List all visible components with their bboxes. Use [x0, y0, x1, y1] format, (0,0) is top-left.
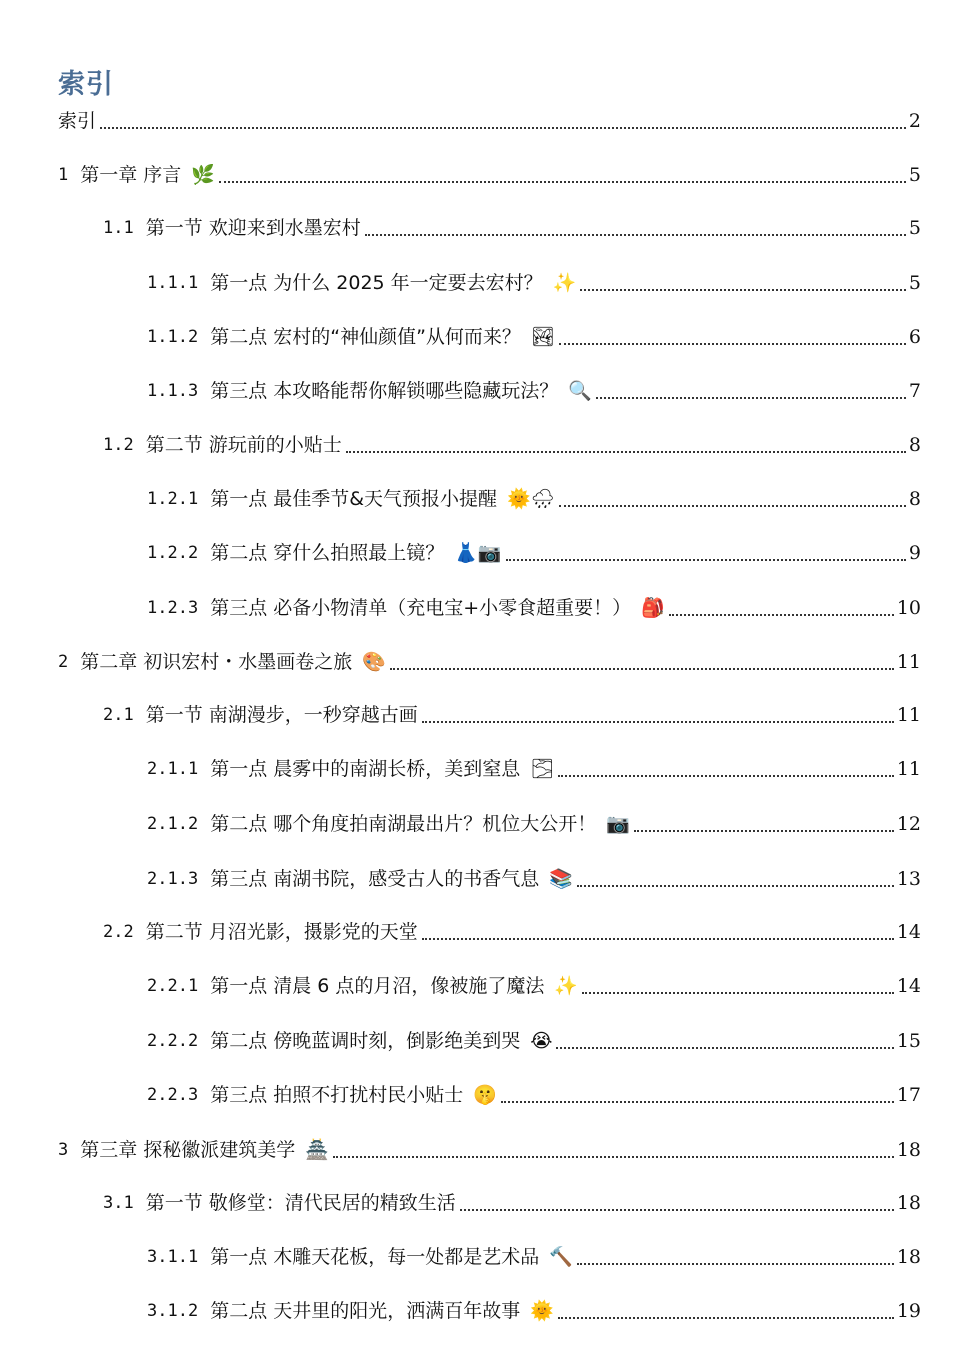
dot-leader [100, 126, 906, 129]
dot-leader [460, 1208, 894, 1211]
emoji-icon: 🤫 [473, 1084, 497, 1106]
emoji-icon: 🎒 [641, 597, 665, 619]
toc-entry-page-number: 8 [908, 488, 921, 510]
toc-entry[interactable] [147, 1080, 921, 1110]
toc-entry-page-number: 14 [896, 975, 921, 997]
dot-leader [422, 937, 894, 940]
toc-entry-number: 2 [58, 652, 69, 672]
toc-entry-number: 2.2.2 [147, 1031, 199, 1051]
toc-entry-page-number: 11 [896, 704, 921, 726]
toc-entry-page-number: 8 [908, 434, 921, 456]
toc-entry-text: 第一节 欢迎来到水墨宏村 [145, 217, 361, 239]
toc-entry-number: 1.1 [103, 218, 134, 238]
toc-entry-number: 2.1.2 [147, 814, 199, 834]
toc-entry[interactable] [103, 1188, 921, 1218]
toc-entry-title [147, 971, 578, 1001]
dot-leader [559, 342, 906, 345]
toc-entry[interactable] [147, 376, 921, 406]
dot-leader [580, 288, 906, 291]
toc-entry-number: 1.2.2 [147, 543, 199, 563]
toc-entry-title [147, 268, 576, 298]
toc-entry-page-number: 19 [896, 1300, 921, 1322]
toc-entry-text: 第二点 宏村的“神仙颜值”从何而来？ [210, 326, 521, 348]
toc-entry-title [58, 647, 386, 677]
toc-entry[interactable] [147, 1296, 921, 1326]
toc-entry-text: 第三点 本攻略能帮你解锁哪些隐藏玩法？ [210, 380, 559, 402]
toc-entry-number: 2.1 [103, 705, 134, 725]
toc-entry-number: 1.2.3 [147, 598, 199, 618]
toc-entry-number: 3.1 [103, 1193, 134, 1213]
toc-entry-text: 第一点 晨雾中的南湖长桥，美到窒息 [210, 758, 521, 780]
toc-entry-text: 第二节 月沼光影，摄影党的天堂 [145, 921, 418, 943]
toc-entry-text: 第二点 哪个角度拍南湖最出片？机位大公开！ [210, 813, 597, 835]
toc-entry-title [147, 1296, 554, 1326]
toc-entry-title [103, 700, 418, 730]
toc-entry-title [147, 1242, 573, 1272]
toc-entry-number: 1.1.1 [147, 273, 199, 293]
dot-leader [422, 720, 894, 723]
toc-entry-number: 3.1.2 [147, 1301, 199, 1321]
toc-entry[interactable] [103, 917, 921, 947]
emoji-icon: 🌫 [530, 758, 555, 780]
toc-entry-number: 2.2.3 [147, 1085, 199, 1105]
emoji-icon: 😭 [530, 1030, 553, 1052]
toc-entry-page-number: 18 [896, 1139, 921, 1161]
toc-entry-page-number: 14 [896, 921, 921, 943]
dot-leader [556, 1046, 893, 1049]
toc-entry-text: 索引 [58, 110, 97, 132]
toc-entry[interactable] [58, 647, 921, 677]
toc-entry-title [58, 160, 215, 190]
toc-entry-number: 3 [58, 1140, 69, 1160]
toc-entry-page-number: 6 [908, 326, 921, 348]
toc-entry[interactable] [103, 700, 921, 730]
emoji-icon: 📚 [549, 868, 573, 890]
toc-entry-title [147, 1080, 497, 1110]
toc-entry-page-number: 15 [896, 1030, 921, 1052]
toc-entry[interactable] [103, 430, 921, 460]
toc-entry-number: 3.1.1 [147, 1247, 199, 1267]
toc-entry[interactable] [58, 1135, 921, 1165]
toc-entry-page-number: 11 [896, 758, 921, 780]
toc-entry-title [147, 809, 630, 839]
emoji-icon: 🏞 [530, 326, 556, 348]
toc-entry-title [147, 864, 573, 894]
toc-entry-number: 1.1.2 [147, 327, 199, 347]
toc-entry-number: 1.2 [103, 435, 134, 455]
dot-leader [501, 1100, 894, 1103]
toc-entry[interactable] [147, 538, 921, 568]
toc-entry-title [147, 484, 555, 514]
dot-leader [577, 1262, 894, 1265]
toc-entry[interactable] [147, 593, 921, 623]
toc-entry[interactable] [147, 484, 921, 514]
toc-entry-text: 第三章 探秘徽派建筑美学 [80, 1139, 296, 1161]
toc-entry[interactable] [147, 864, 921, 894]
toc-entry-page-number: 7 [908, 380, 921, 402]
emoji-icon: 🏯 [305, 1139, 329, 1161]
toc-entry-page-number: 9 [908, 542, 921, 564]
toc-entry[interactable] [58, 106, 921, 136]
toc-entry[interactable] [58, 160, 921, 190]
dot-leader [634, 829, 894, 832]
toc-entry-text: 第二章 初识宏村・水墨画卷之旅 [80, 651, 353, 673]
toc-heading: 索引 [58, 69, 114, 100]
dot-leader [390, 667, 894, 670]
toc-entry-title [147, 538, 502, 568]
dot-leader [558, 1316, 894, 1319]
dot-leader [577, 884, 894, 887]
toc-entry[interactable] [147, 809, 921, 839]
toc-entry-text: 第一点 木雕天花板，每一处都是艺术品 [210, 1246, 540, 1268]
dot-leader [346, 450, 906, 453]
toc-entry-text: 第二点 穿什么拍照最上镜？ [210, 542, 445, 564]
toc-entry-page-number: 5 [908, 164, 921, 186]
toc-entry-text: 第三点 南湖书院，感受古人的书香气息 [210, 868, 540, 890]
toc-entry-number: 1.1.3 [147, 381, 199, 401]
toc-entry[interactable] [147, 971, 921, 1001]
toc-entry-number: 2.2 [103, 922, 134, 942]
dot-leader [333, 1155, 894, 1158]
toc-entry-title [58, 106, 96, 136]
toc-entry-title [58, 1135, 329, 1165]
toc-entry[interactable] [147, 1026, 921, 1056]
emoji-icon: 📷 [606, 813, 630, 835]
toc-entry-text: 第三点 必备小物清单（充电宝+小零食超重要！） [210, 597, 632, 619]
toc-entry-text: 第一节 敬修堂：清代民居的精致生活 [145, 1192, 456, 1214]
toc-entry-page-number: 18 [896, 1192, 921, 1214]
toc-entry-number: 1.2.1 [147, 489, 199, 509]
dot-leader [596, 396, 906, 399]
toc-entry-text: 第二点 天井里的阳光，洒满百年故事 [210, 1300, 521, 1322]
dot-leader [582, 991, 894, 994]
toc-entry[interactable] [103, 213, 921, 243]
dot-leader [558, 774, 893, 777]
toc-entry-text: 第一点 最佳季节&天气预报小提醒 [210, 488, 498, 510]
toc-entry[interactable] [147, 1242, 921, 1272]
toc-entry-page-number: 11 [896, 651, 921, 673]
toc-entry-page-number: 13 [896, 868, 921, 890]
toc-entry-text: 第一点 清晨 6 点的月沼，像被施了魔法 [210, 975, 545, 997]
toc-entry-title [147, 322, 555, 352]
toc-entry-page-number: 5 [908, 217, 921, 239]
toc-entry-page-number: 18 [896, 1246, 921, 1268]
toc-entry-page-number: 17 [896, 1084, 921, 1106]
toc-entry-title [147, 593, 665, 623]
emoji-icon: 🌞 [530, 1300, 554, 1322]
toc-entry-text: 第一章 序言 [80, 164, 182, 186]
toc-entry-page-number: 2 [908, 110, 921, 132]
toc-entry-title [103, 430, 342, 460]
toc-entry-page-number: 10 [896, 597, 921, 619]
toc-entry-text: 第二节 游玩前的小贴士 [145, 434, 342, 456]
dot-leader [219, 180, 906, 183]
toc-entry-text: 第二点 傍晚蓝调时刻，倒影绝美到哭 [210, 1030, 521, 1052]
toc-entry-number: 1 [58, 165, 69, 185]
toc-entry-title [103, 917, 418, 947]
toc-entry-title [147, 376, 592, 406]
dot-leader [559, 504, 906, 507]
toc-entry-title [103, 1188, 456, 1218]
toc-entry[interactable] [147, 754, 921, 784]
toc-entry-page-number: 12 [896, 813, 921, 835]
dot-leader [365, 233, 906, 236]
emoji-icon: 🎨 [362, 651, 386, 673]
toc-entry-page-number: 5 [908, 272, 921, 294]
emoji-icon: ✨ [554, 975, 579, 997]
dot-leader [506, 558, 906, 561]
toc-entry[interactable] [147, 322, 921, 352]
toc-entry-number: 2.2.1 [147, 976, 199, 996]
toc-entry[interactable] [147, 268, 921, 298]
toc-entry-title [147, 1026, 552, 1056]
emoji-icon: 🌞🌧 [507, 488, 555, 510]
toc-entry-number: 2.1.3 [147, 869, 199, 889]
toc-entry-text: 第一节 南湖漫步，一秒穿越古画 [145, 704, 418, 726]
toc-entry-title [147, 754, 554, 784]
emoji-icon: 👗📷 [454, 542, 502, 564]
toc-entry-number: 2.1.1 [147, 759, 199, 779]
emoji-icon: 🌿 [191, 164, 215, 186]
emoji-icon: 🔨 [549, 1246, 573, 1268]
emoji-icon: ✨ [552, 272, 577, 294]
toc-entry-text: 第一点 为什么 2025 年一定要去宏村？ [210, 272, 543, 294]
toc-entry-title [103, 213, 361, 243]
toc-entry-text: 第三点 拍照不打扰村民小贴士 [210, 1084, 464, 1106]
emoji-icon: 🔍 [568, 380, 592, 402]
dot-leader [669, 613, 894, 616]
